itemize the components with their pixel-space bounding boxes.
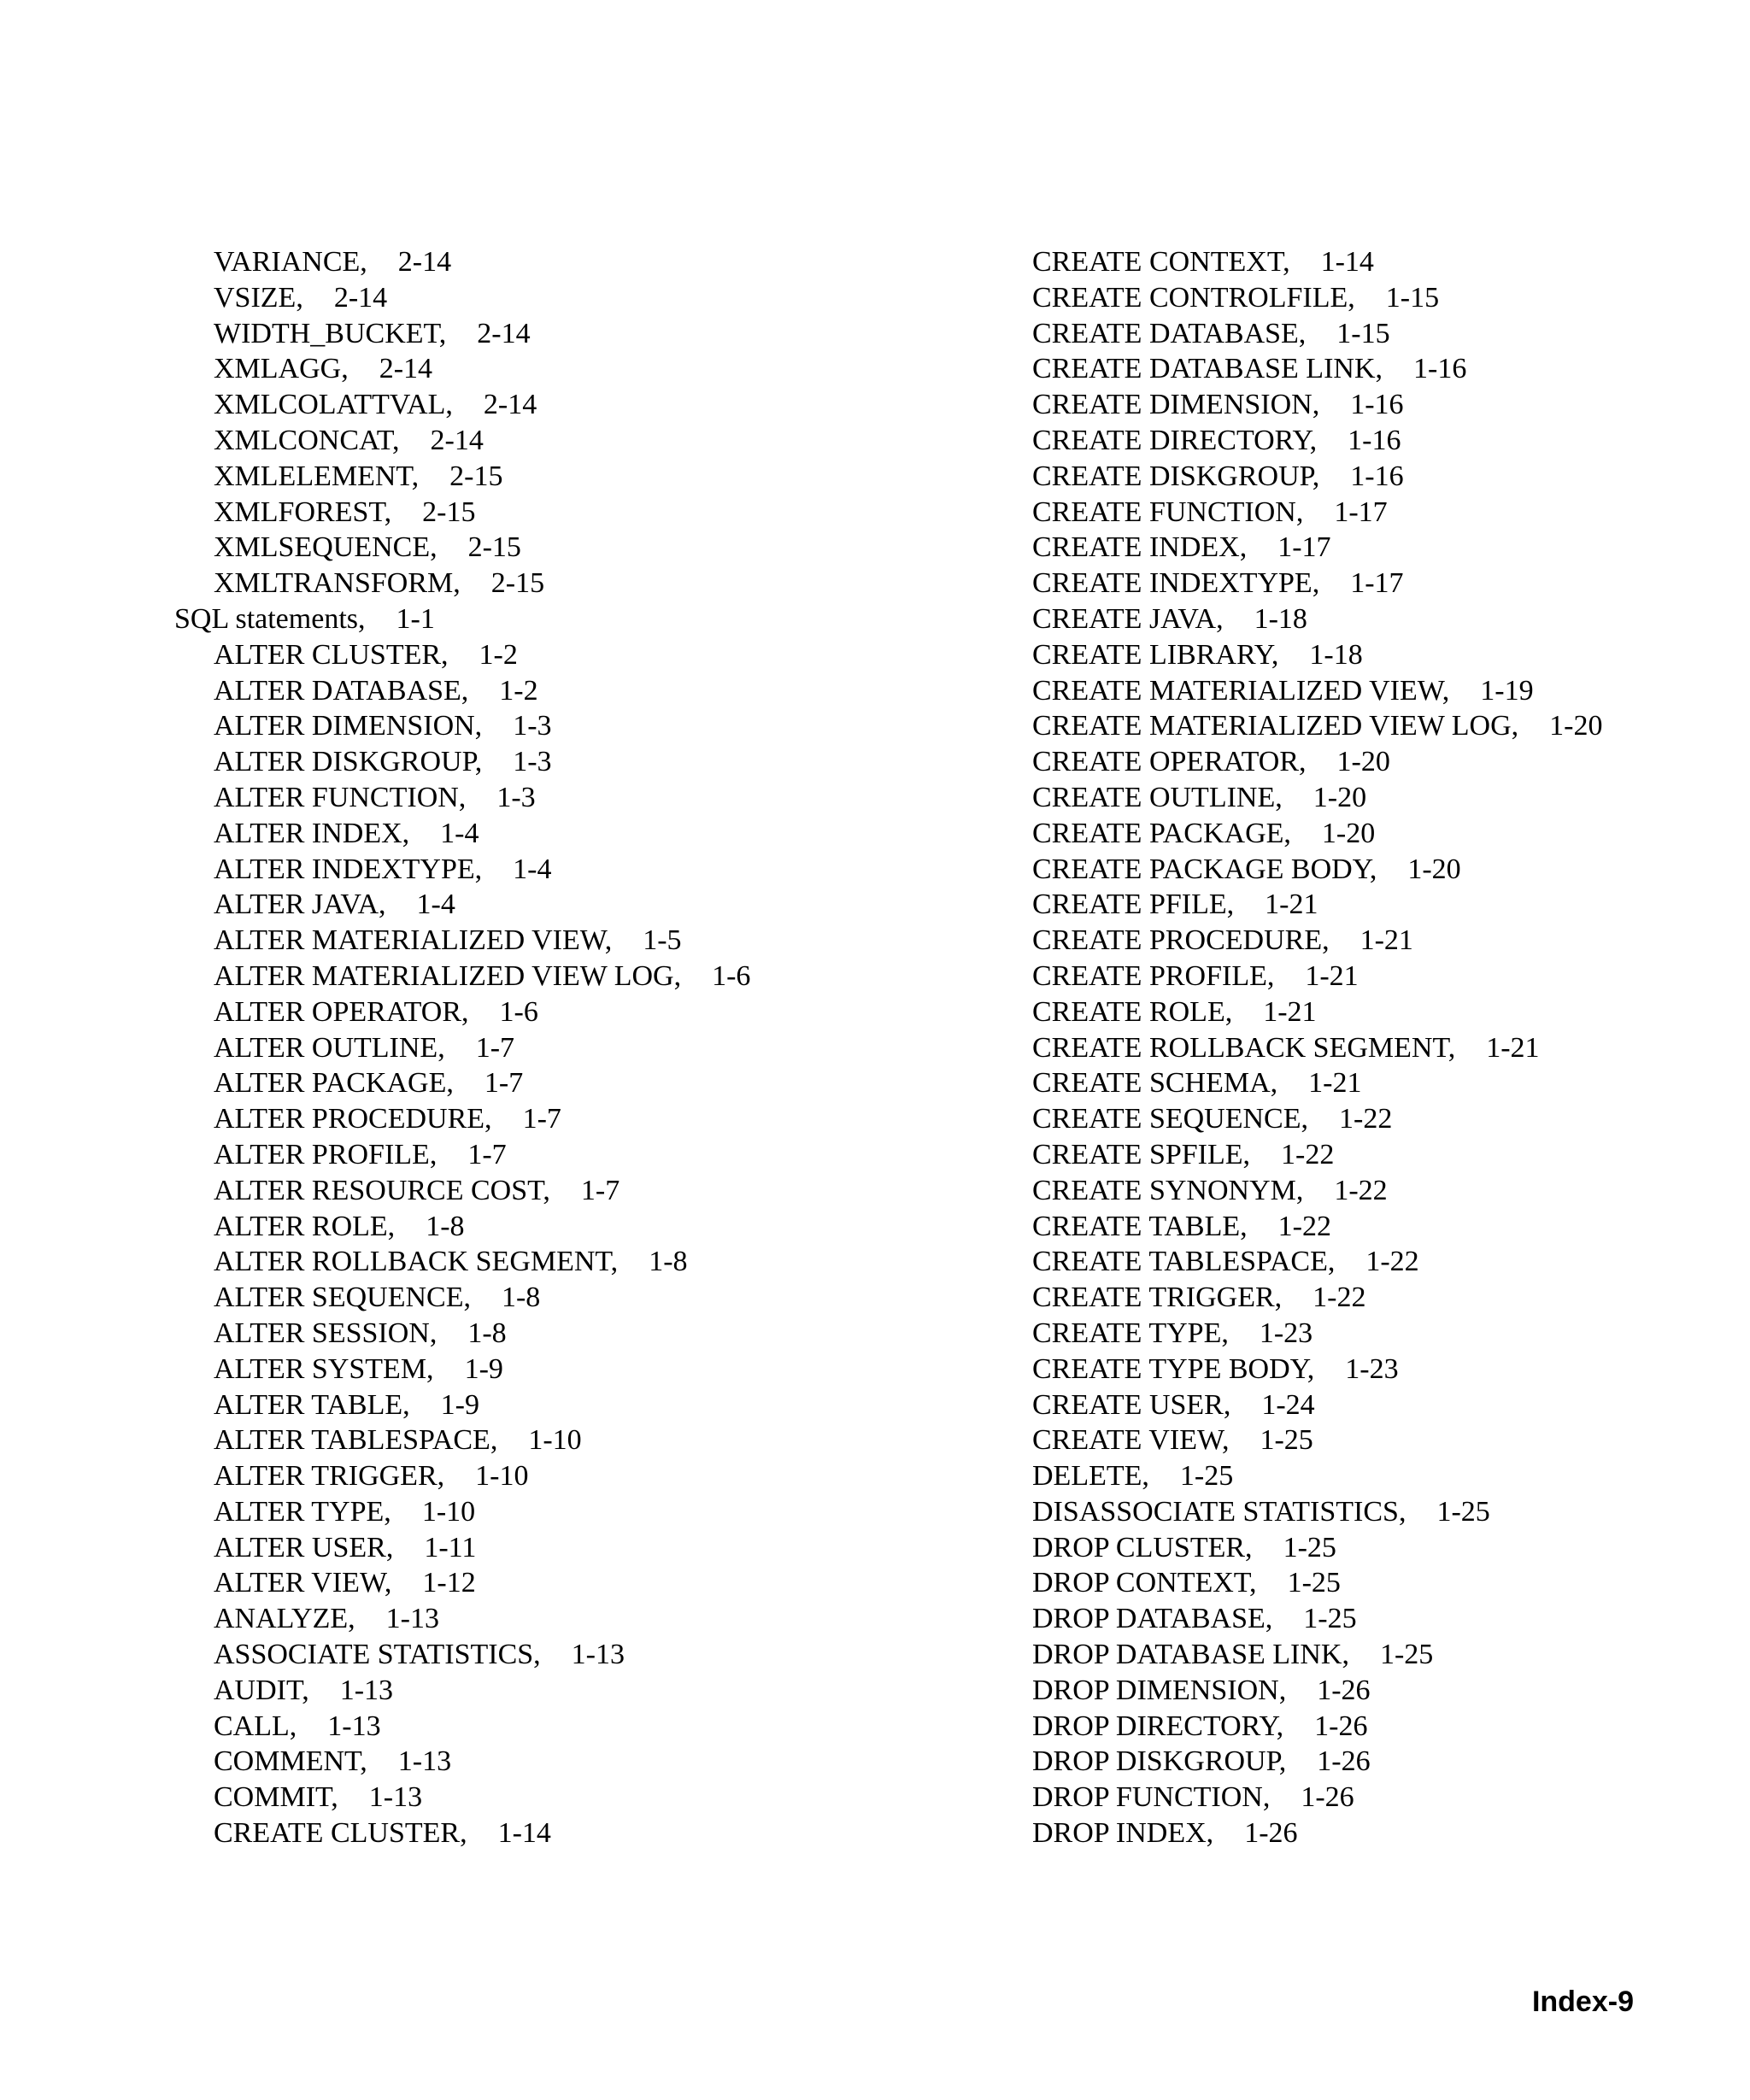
index-entry (174, 1637, 926, 1673)
page-reference: 2-14 (430, 424, 484, 456)
index-term: DROP DATABASE, (1032, 1603, 1273, 1635)
index-entry (993, 637, 1728, 673)
index-entry (174, 1101, 926, 1137)
page-reference: 1-19 (1480, 674, 1534, 707)
index-term: XMLELEMENT, (214, 460, 420, 492)
index-entry (174, 1458, 926, 1494)
index-entry (174, 1387, 926, 1423)
index-entry (993, 1352, 1728, 1387)
index-entry (174, 530, 926, 566)
index-entry (174, 351, 926, 387)
index-entry (993, 1601, 1728, 1637)
page-reference: 2-14 (483, 389, 537, 421)
page-reference: 1-23 (1345, 1352, 1399, 1385)
index-term: ALTER DISKGROUP, (214, 746, 483, 778)
index-term: CREATE TYPE, (1032, 1317, 1229, 1349)
page-reference: 1-6 (499, 995, 538, 1028)
page-reference: 1-4 (416, 889, 455, 921)
index-term: CREATE TRIGGER, (1032, 1282, 1283, 1314)
index-term: ALTER ROLE, (214, 1210, 396, 1242)
index-entry (174, 495, 926, 531)
index-term: CREATE SPFILE, (1032, 1138, 1251, 1170)
page-reference: 1-26 (1317, 1745, 1371, 1778)
index-entry (993, 1316, 1728, 1352)
index-term: ASSOCIATE STATISTICS, (214, 1639, 541, 1671)
page-reference: 2-14 (379, 353, 433, 385)
index-term: COMMENT, (214, 1745, 367, 1778)
page-reference: 1-8 (426, 1210, 465, 1242)
page-reference: 1-6 (712, 959, 751, 992)
index-term: ALTER TRIGGER, (214, 1460, 445, 1493)
index-entry (993, 1030, 1728, 1066)
index-entry (174, 1244, 926, 1280)
index-entry (993, 852, 1728, 888)
index-entry (174, 1530, 926, 1566)
page-reference: 1-20 (1549, 710, 1603, 742)
index-entry (174, 1352, 926, 1387)
page-reference: 1-20 (1312, 781, 1367, 813)
page-reference: 1-5 (643, 924, 682, 957)
index-term: CREATE PROCEDURE, (1032, 924, 1330, 957)
index-term: CREATE ROLLBACK SEGMENT, (1032, 1031, 1456, 1064)
page-reference: 1-20 (1336, 746, 1390, 778)
index-term: ALTER FUNCTION, (214, 781, 467, 813)
index-entry (993, 1494, 1728, 1530)
index-term: VARIANCE, (214, 246, 367, 278)
index-entry (993, 959, 1728, 994)
page-reference: 1-25 (1303, 1603, 1357, 1635)
page-reference: 1-17 (1277, 531, 1331, 564)
index-term: CREATE OPERATOR, (1032, 746, 1307, 778)
page-reference: 1-26 (1244, 1817, 1298, 1850)
page-reference: 2-15 (422, 496, 476, 528)
index-column-right (993, 244, 1728, 1851)
index-entry (174, 1316, 926, 1352)
page-reference: 1-22 (1365, 1246, 1419, 1278)
page-reference: 1-18 (1254, 602, 1307, 635)
index-term: XMLSEQUENCE, (214, 531, 438, 564)
index-term: XMLFOREST, (214, 496, 392, 528)
page-reference: 1-23 (1259, 1317, 1313, 1349)
index-entry (174, 1422, 926, 1458)
index-term: CREATE MATERIALIZED VIEW, (1032, 674, 1450, 707)
index-entry (174, 1565, 926, 1601)
index-term: CREATE VIEW, (1032, 1424, 1230, 1457)
index-term: CREATE MATERIALIZED VIEW LOG, (1032, 710, 1519, 742)
index-term: ALTER DATABASE, (214, 674, 469, 707)
index-term: XMLTRANSFORM, (214, 567, 461, 600)
index-term: ALTER MATERIALIZED VIEW LOG, (214, 959, 682, 992)
index-entry (174, 1209, 926, 1245)
index-term: DROP DISKGROUP, (1032, 1745, 1287, 1778)
index-entry (174, 1780, 926, 1816)
index-entry (993, 316, 1728, 352)
page-reference: 1-21 (1305, 959, 1359, 992)
page-reference: 1-18 (1309, 638, 1363, 671)
page-reference: 1-7 (475, 1031, 515, 1064)
index-term: CREATE INDEXTYPE, (1032, 567, 1320, 600)
index-entry (993, 530, 1728, 566)
page-reference: 2-15 (449, 460, 503, 492)
index-entry (174, 959, 926, 994)
index-term: CREATE DIRECTORY, (1032, 424, 1318, 456)
page-reference: 1-3 (513, 710, 552, 742)
index-entry (993, 1565, 1728, 1601)
page-reference: 1-13 (368, 1781, 423, 1814)
page-reference: 1-4 (440, 817, 479, 849)
index-term: ALTER OUTLINE, (214, 1031, 445, 1064)
page-reference: 1-7 (580, 1174, 620, 1206)
index-entry (174, 316, 926, 352)
page-reference: 1-21 (1308, 1067, 1362, 1100)
page-reference: 1-7 (484, 1067, 524, 1100)
index-entry (993, 780, 1728, 816)
index-term: COMMIT, (214, 1781, 338, 1814)
index-entry (993, 1244, 1728, 1280)
index-entry (993, 816, 1728, 852)
page-reference: 1-22 (1281, 1138, 1335, 1170)
index-term: XMLAGG, (214, 353, 349, 385)
index-entry (174, 1280, 926, 1316)
index-term: ALTER DIMENSION, (214, 710, 483, 742)
index-term: ALTER CLUSTER, (214, 638, 449, 671)
index-term: ALTER VIEW, (214, 1567, 392, 1599)
page-reference: 1-21 (1265, 889, 1318, 921)
index-entry (174, 816, 926, 852)
index-entry (174, 1065, 926, 1101)
index-entry (993, 1065, 1728, 1101)
index-term: CREATE DATABASE LINK, (1032, 353, 1383, 385)
index-entry (993, 387, 1728, 423)
page-reference: 1-25 (1179, 1460, 1234, 1493)
index-term: ALTER PROCEDURE, (214, 1103, 492, 1135)
index-term: DROP FUNCTION, (1032, 1781, 1271, 1814)
index-entry (993, 744, 1728, 780)
index-entry (993, 1637, 1728, 1673)
page-reference: 1-26 (1317, 1674, 1371, 1706)
index-term: DROP DIMENSION, (1032, 1674, 1287, 1706)
index-entry (993, 1101, 1728, 1137)
page-reference: 1-16 (1350, 389, 1404, 421)
index-term: DROP DIRECTORY, (1032, 1710, 1284, 1742)
index-entry (174, 1673, 926, 1709)
index-entry (993, 459, 1728, 495)
index-term: ALTER TABLE, (214, 1388, 410, 1421)
index-entry (993, 351, 1728, 387)
index-term: CREATE SEQUENCE, (1032, 1103, 1308, 1135)
page-reference: 1-15 (1336, 317, 1390, 349)
index-entry (993, 708, 1728, 744)
page-reference: 1-13 (339, 1674, 394, 1706)
page-reference: 1-1 (396, 602, 435, 635)
page-reference: 1-3 (513, 746, 552, 778)
index-term: AUDIT, (214, 1674, 309, 1706)
index-term: ALTER PACKAGE, (214, 1067, 454, 1100)
index-entry (174, 708, 926, 744)
index-term: CREATE TABLESPACE, (1032, 1246, 1336, 1278)
index-entry (174, 1030, 926, 1066)
index-entry (993, 1709, 1728, 1745)
index-entry (993, 566, 1728, 601)
index-term: DROP INDEX, (1032, 1817, 1214, 1850)
index-entry (174, 1494, 926, 1530)
page-reference: 1-26 (1314, 1710, 1368, 1742)
page-reference: 1-9 (464, 1352, 503, 1385)
index-entry (993, 923, 1728, 959)
index-term: CREATE JAVA, (1032, 602, 1224, 635)
index-entry (174, 601, 926, 637)
index-entry (993, 423, 1728, 459)
index-entry (993, 1137, 1728, 1173)
index-term: ALTER JAVA, (214, 889, 386, 921)
page-reference: 2-14 (397, 246, 452, 278)
index-term: CREATE INDEX, (1032, 531, 1248, 564)
index-term: ALTER OPERATOR, (214, 995, 469, 1028)
index-term: CREATE TYPE BODY, (1032, 1352, 1315, 1385)
index-entry (993, 1816, 1728, 1851)
index-entry (993, 1209, 1728, 1245)
page-reference: 1-2 (499, 674, 538, 707)
index-term: ALTER ROLLBACK SEGMENT, (214, 1246, 619, 1278)
index-entry (993, 1673, 1728, 1709)
index-entry (174, 280, 926, 316)
page-reference: 1-26 (1301, 1781, 1354, 1814)
index-term: ALTER PROFILE, (214, 1138, 438, 1170)
index-entry (174, 887, 926, 923)
index-term: ALTER RESOURCE COST, (214, 1174, 550, 1206)
page-reference: 1-13 (385, 1603, 439, 1635)
index-entry (993, 1422, 1728, 1458)
index-term: CREATE CONTROLFILE, (1032, 281, 1355, 314)
page-reference: 1-8 (649, 1246, 688, 1278)
page-reference: 1-7 (522, 1103, 561, 1135)
index-term: DISASSOCIATE STATISTICS, (1032, 1495, 1406, 1528)
page-reference: 1-11 (424, 1531, 477, 1563)
index-term: CREATE DIMENSION, (1032, 389, 1320, 421)
page-reference: 1-22 (1312, 1282, 1366, 1314)
index-term: WIDTH_BUCKET, (214, 317, 447, 349)
index-term: CREATE SYNONYM, (1032, 1174, 1304, 1206)
index-term: CREATE PACKAGE, (1032, 817, 1291, 849)
index-entry (993, 994, 1728, 1030)
index-term: CREATE PROFILE, (1032, 959, 1275, 992)
index-entry (174, 744, 926, 780)
index-entry (993, 601, 1728, 637)
page-reference: 1-15 (1385, 281, 1440, 314)
index-entry (174, 780, 926, 816)
index-term: DROP DATABASE LINK, (1032, 1639, 1349, 1671)
page-reference: 1-21 (1263, 995, 1317, 1028)
index-term: SQL statements, (174, 602, 366, 635)
index-term: CREATE DATABASE, (1032, 317, 1307, 349)
page-reference: 1-22 (1339, 1103, 1393, 1135)
index-term: CREATE TABLE, (1032, 1210, 1248, 1242)
page-reference: 1-22 (1277, 1210, 1331, 1242)
index-term: CREATE PACKAGE BODY, (1032, 853, 1377, 885)
index-term: CREATE USER, (1032, 1388, 1231, 1421)
page-reference: 1-13 (571, 1639, 625, 1671)
page-reference: 1-25 (1379, 1639, 1434, 1671)
page-reference: 2-15 (467, 531, 521, 564)
index-term: ALTER INDEX, (214, 817, 410, 849)
index-term: ALTER INDEXTYPE, (214, 853, 483, 885)
index-term: VSIZE, (214, 281, 303, 314)
page-reference: 1-8 (501, 1282, 541, 1314)
index-column-left (174, 244, 926, 1851)
page-reference: 1-20 (1321, 817, 1376, 849)
index-term: ANALYZE, (214, 1603, 355, 1635)
index-term: ALTER SEQUENCE, (214, 1282, 471, 1314)
page-reference: 1-25 (1260, 1424, 1313, 1457)
index-term: XMLCONCAT, (214, 424, 400, 456)
index-entry (993, 1780, 1728, 1816)
index-term: ALTER USER, (214, 1531, 394, 1563)
index-entry (993, 1173, 1728, 1209)
page-reference: 1-14 (497, 1817, 551, 1850)
index-term: CREATE PFILE, (1032, 889, 1235, 921)
index-entry (993, 495, 1728, 531)
index-term: CREATE LIBRARY, (1032, 638, 1279, 671)
page-reference: 1-17 (1334, 496, 1388, 528)
page-reference: 1-2 (479, 638, 518, 671)
index-entry (174, 1173, 926, 1209)
index-entry (174, 566, 926, 601)
page-reference: 2-15 (490, 567, 545, 600)
index-entry (174, 852, 926, 888)
index-entry (174, 994, 926, 1030)
index-term: CREATE ROLE, (1032, 995, 1233, 1028)
index-term: CREATE FUNCTION, (1032, 496, 1304, 528)
index-entry (993, 673, 1728, 709)
page-reference: 1-13 (327, 1710, 381, 1742)
index-entry (174, 1709, 926, 1745)
index-term: CREATE SCHEMA, (1032, 1067, 1278, 1100)
page-reference: 1-20 (1407, 853, 1461, 885)
index-term: CREATE OUTLINE, (1032, 781, 1283, 813)
page-reference: 1-8 (467, 1317, 507, 1349)
index-entry (174, 673, 926, 709)
index-entry (993, 1530, 1728, 1566)
index-term: DELETE, (1032, 1460, 1149, 1493)
index-term: CREATE DISKGROUP, (1032, 460, 1320, 492)
index-entry (174, 1601, 926, 1637)
page-reference: 1-10 (475, 1460, 529, 1493)
index-entry (993, 1280, 1728, 1316)
page-reference: 1-12 (422, 1567, 476, 1599)
page-reference: 1-14 (1320, 246, 1374, 278)
index-entry (993, 280, 1728, 316)
index-term: DROP CLUSTER, (1032, 1531, 1253, 1563)
page-reference: 1-22 (1334, 1174, 1388, 1206)
page-reference: 1-9 (440, 1388, 479, 1421)
page-reference: 1-21 (1486, 1031, 1540, 1064)
page-number: Index-9 (1531, 1986, 1634, 2018)
page-reference: 1-7 (467, 1138, 507, 1170)
index-entry (174, 923, 926, 959)
index-term: ALTER MATERIALIZED VIEW, (214, 924, 613, 957)
index-entry (174, 637, 926, 673)
index-entry (993, 887, 1728, 923)
index-term: CREATE CLUSTER, (214, 1817, 467, 1850)
page-reference: 1-25 (1436, 1495, 1490, 1528)
index-term: ALTER TABLESPACE, (214, 1424, 498, 1457)
index-entry (993, 1458, 1728, 1494)
page-reference: 2-14 (477, 317, 531, 349)
page-reference: 1-16 (1348, 424, 1401, 456)
index-entry (993, 244, 1728, 280)
page-reference: 1-25 (1283, 1531, 1336, 1563)
index-entry (174, 423, 926, 459)
index-term: CALL, (214, 1710, 297, 1742)
index-term: CREATE CONTEXT, (1032, 246, 1290, 278)
index-term: ALTER TYPE, (214, 1495, 391, 1528)
index-entry (174, 1137, 926, 1173)
page-reference: 2-14 (333, 281, 388, 314)
index-entry (174, 1816, 926, 1851)
index-term: ALTER SYSTEM, (214, 1352, 434, 1385)
index-term: XMLCOLATTVAL, (214, 389, 453, 421)
index-term: ALTER SESSION, (214, 1317, 438, 1349)
page-reference: 1-10 (528, 1424, 582, 1457)
page-reference: 1-25 (1287, 1567, 1341, 1599)
page-reference: 1-21 (1359, 924, 1413, 957)
index-entry (993, 1744, 1728, 1780)
index-entry (174, 244, 926, 280)
page-reference: 1-4 (513, 853, 552, 885)
index-entry (174, 459, 926, 495)
index-entry (174, 1744, 926, 1780)
index-entry (993, 1387, 1728, 1423)
page-reference: 1-16 (1350, 460, 1404, 492)
page-reference: 1-3 (496, 781, 536, 813)
page-reference: 1-16 (1413, 353, 1467, 385)
page-reference: 1-10 (421, 1495, 476, 1528)
index-entry (174, 387, 926, 423)
page-reference: 1-17 (1350, 567, 1404, 600)
index-term: DROP CONTEXT, (1032, 1567, 1257, 1599)
page-reference: 1-13 (397, 1745, 452, 1778)
page-reference: 1-24 (1261, 1388, 1315, 1421)
